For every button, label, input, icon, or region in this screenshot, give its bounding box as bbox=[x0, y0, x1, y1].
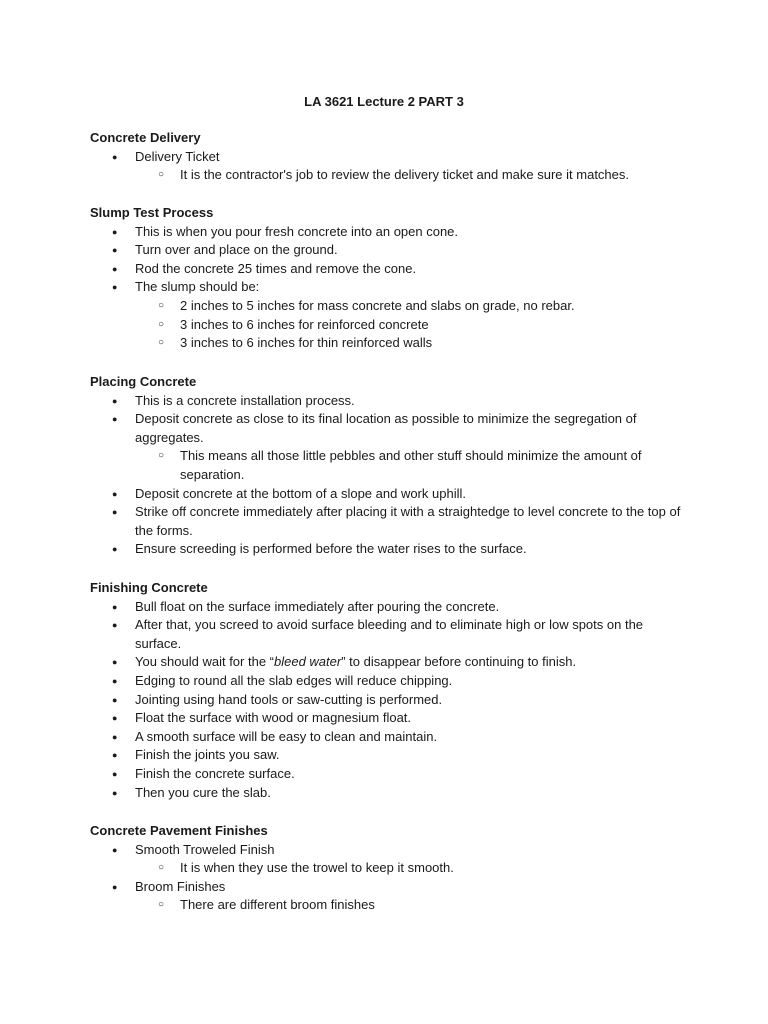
bullet-list bbox=[90, 598, 690, 803]
list-item: ● Then you cure the slab. bbox=[90, 784, 690, 803]
list-item: ● Strike off concrete immediately after placing it with a straightedge to level concrete to the top of the forms. bbox=[90, 503, 690, 540]
list-item: ● Finish the joints you saw. bbox=[90, 746, 690, 765]
page-title: LA 3621 Lecture 2 PART 3 bbox=[304, 94, 464, 109]
list-item: ● Deposit concrete at the bottom of a slope and work uphill. bbox=[90, 485, 690, 504]
emphasis-text: bleed water bbox=[274, 654, 342, 670]
list-item: ● After that, you screed to avoid surface bleeding and to eliminate high or low spots on the surface. bbox=[90, 616, 690, 653]
list-item: ● Rod the concrete 25 times and remove the cone. bbox=[90, 260, 690, 279]
sub-list-item: ○ 3 inches to 6 inches for reinforced concrete bbox=[90, 316, 690, 335]
list-item: ● Float the surface with wood or magnesium float. bbox=[90, 709, 690, 728]
list-item: ● Deposit concrete as close to its final location as possible to minimize the segregation of aggregates. bbox=[90, 410, 690, 447]
sub-list-item: ○ This means all those little pebbles and other stuff should minimize the amount of separation. bbox=[90, 447, 690, 484]
list-item: ● A smooth surface will be easy to clean and maintain. bbox=[90, 728, 690, 747]
section-heading: Placing Concrete bbox=[90, 374, 197, 389]
list-item: ● Edging to round all the slab edges will reduce chipping. bbox=[90, 672, 690, 691]
section-heading: Slump Test Process bbox=[90, 205, 214, 220]
text-before-quote: You should wait for the “ bbox=[135, 654, 274, 670]
sub-list-item: ○ 3 inches to 6 inches for thin reinforced walls bbox=[90, 334, 690, 353]
list-item: ● This is when you pour fresh concrete into an open cone. bbox=[90, 223, 690, 242]
list-item: ● Turn over and place on the ground. bbox=[90, 241, 690, 260]
bullet-list bbox=[90, 223, 690, 353]
section-heading: Concrete Delivery bbox=[90, 130, 201, 145]
list-item: ● This is a concrete installation process. bbox=[90, 392, 690, 411]
text-after-quote: ” to disappear before continuing to finish. bbox=[341, 654, 577, 670]
list-item: ● Delivery Ticket bbox=[90, 148, 690, 167]
list-item: ● Broom Finishes bbox=[90, 878, 690, 897]
list-item: ● Bull float on the surface immediately after pouring the concrete. bbox=[90, 598, 690, 617]
section-placing-concrete bbox=[90, 373, 690, 559]
section-heading: Finishing Concrete bbox=[90, 580, 208, 595]
list-item bbox=[90, 653, 690, 672]
list-item: ● Jointing using hand tools or saw-cutting is performed. bbox=[90, 691, 690, 710]
bullet-list bbox=[90, 841, 690, 915]
sub-list-item: ○ It is when they use the trowel to keep it smooth. bbox=[90, 859, 690, 878]
list-item: ● Finish the concrete surface. bbox=[90, 765, 690, 784]
list-item: ● Ensure screeding is performed before the water rises to the surface. bbox=[90, 540, 690, 559]
section-concrete-delivery bbox=[90, 129, 690, 185]
section-finishing-concrete bbox=[90, 579, 690, 802]
section-heading: Concrete Pavement Finishes bbox=[90, 823, 268, 838]
list-item: ● Smooth Troweled Finish bbox=[90, 841, 690, 860]
sub-list-item: ○ It is the contractor's job to review the delivery ticket and make sure it matches. bbox=[90, 166, 690, 185]
list-item: ● The slump should be: bbox=[90, 278, 690, 297]
sub-list-item: ○ 2 inches to 5 inches for mass concrete and slabs on grade, no rebar. bbox=[90, 297, 690, 316]
section-slump-test bbox=[90, 204, 690, 353]
section-pavement-finishes bbox=[90, 822, 690, 915]
bullet-list bbox=[90, 392, 690, 559]
sub-list-item: ○ There are different broom finishes bbox=[90, 896, 690, 915]
bullet-list bbox=[90, 148, 690, 185]
